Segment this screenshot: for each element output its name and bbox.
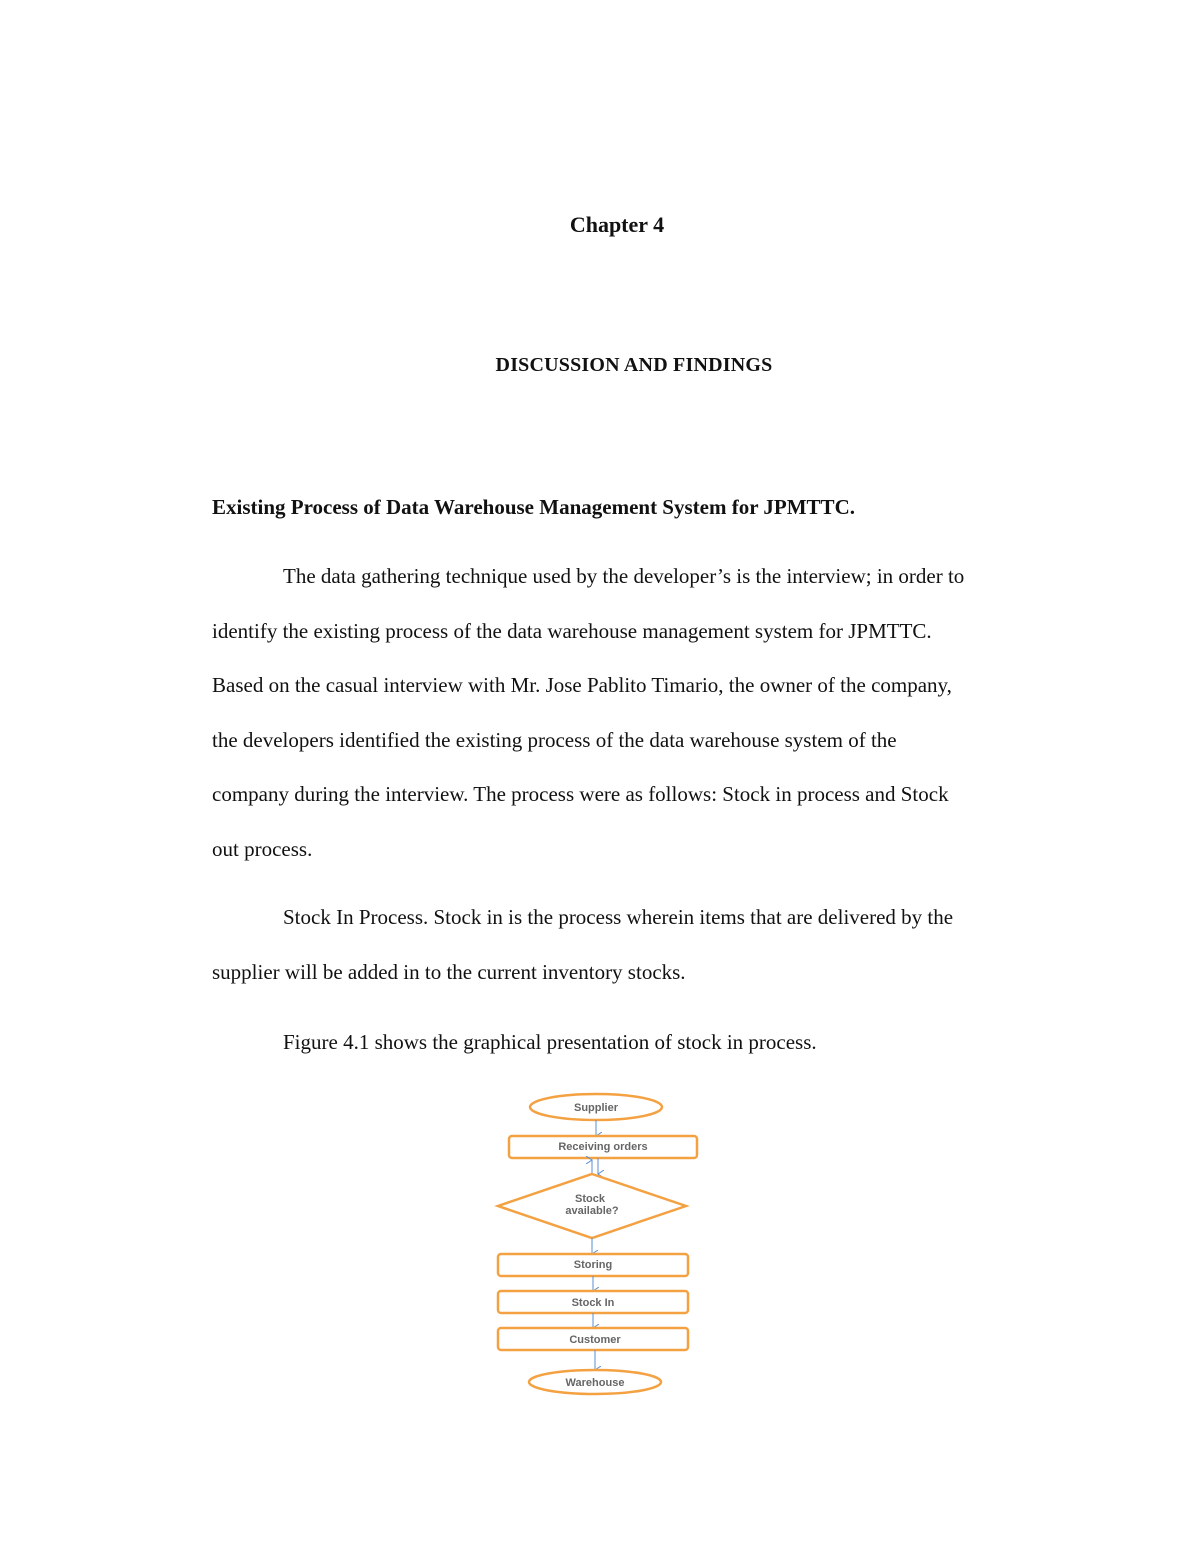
paragraph-line: the developers identified the existing process of the data warehouse system of the [212,728,897,752]
paragraph-line: supplier will be added in to the current inventory stocks. [212,960,686,984]
subsection-heading: Existing Process of Data Warehouse Management System for JPMTTC. [212,495,855,519]
flow-node-label: Storing [573,1259,613,1271]
flow-node-label: available? [565,1205,619,1217]
figure-caption: Figure 4.1 shows the graphical presentation of stock in process. [283,1030,817,1054]
flow-node-warehouse [529,1370,661,1394]
flow-node-receiving-orders [509,1136,697,1158]
paragraph-line: identify the existing process of the data warehouse management system for JPMTTC. [212,619,932,643]
flow-node-customer [498,1328,688,1350]
flow-node-label: Supplier [573,1102,619,1114]
flow-node-supplier [530,1094,662,1120]
paragraph-line: Stock In Process. Stock in is the process wherein items that are delivered by the [283,905,954,929]
paragraph-line: Based on the casual interview with Mr. Jose Pablito Timario, the owner of the company, [212,673,952,697]
chapter-title: Chapter 4 [569,212,665,237]
flow-node-label: Receiving orders [558,1141,648,1153]
flow-node-label: Customer [569,1334,621,1346]
flow-node-label: Warehouse [565,1377,625,1389]
stock-in-flowchart [490,1088,710,1404]
paragraph-line: The data gathering technique used by the developer’s is the interview; in order to [283,564,965,588]
paragraph-line: out process. [212,837,313,861]
flow-node-stock-available [498,1174,686,1238]
paragraph-line: company during the interview. The process were as follows: Stock in process and Stock [212,782,949,806]
flow-node-stock-in [498,1291,688,1313]
section-title: DISCUSSION AND FINDINGS [495,354,773,376]
flow-node-storing [498,1254,688,1276]
flow-node-label: Stock [575,1193,605,1205]
flow-node-label: Stock In [571,1297,615,1309]
